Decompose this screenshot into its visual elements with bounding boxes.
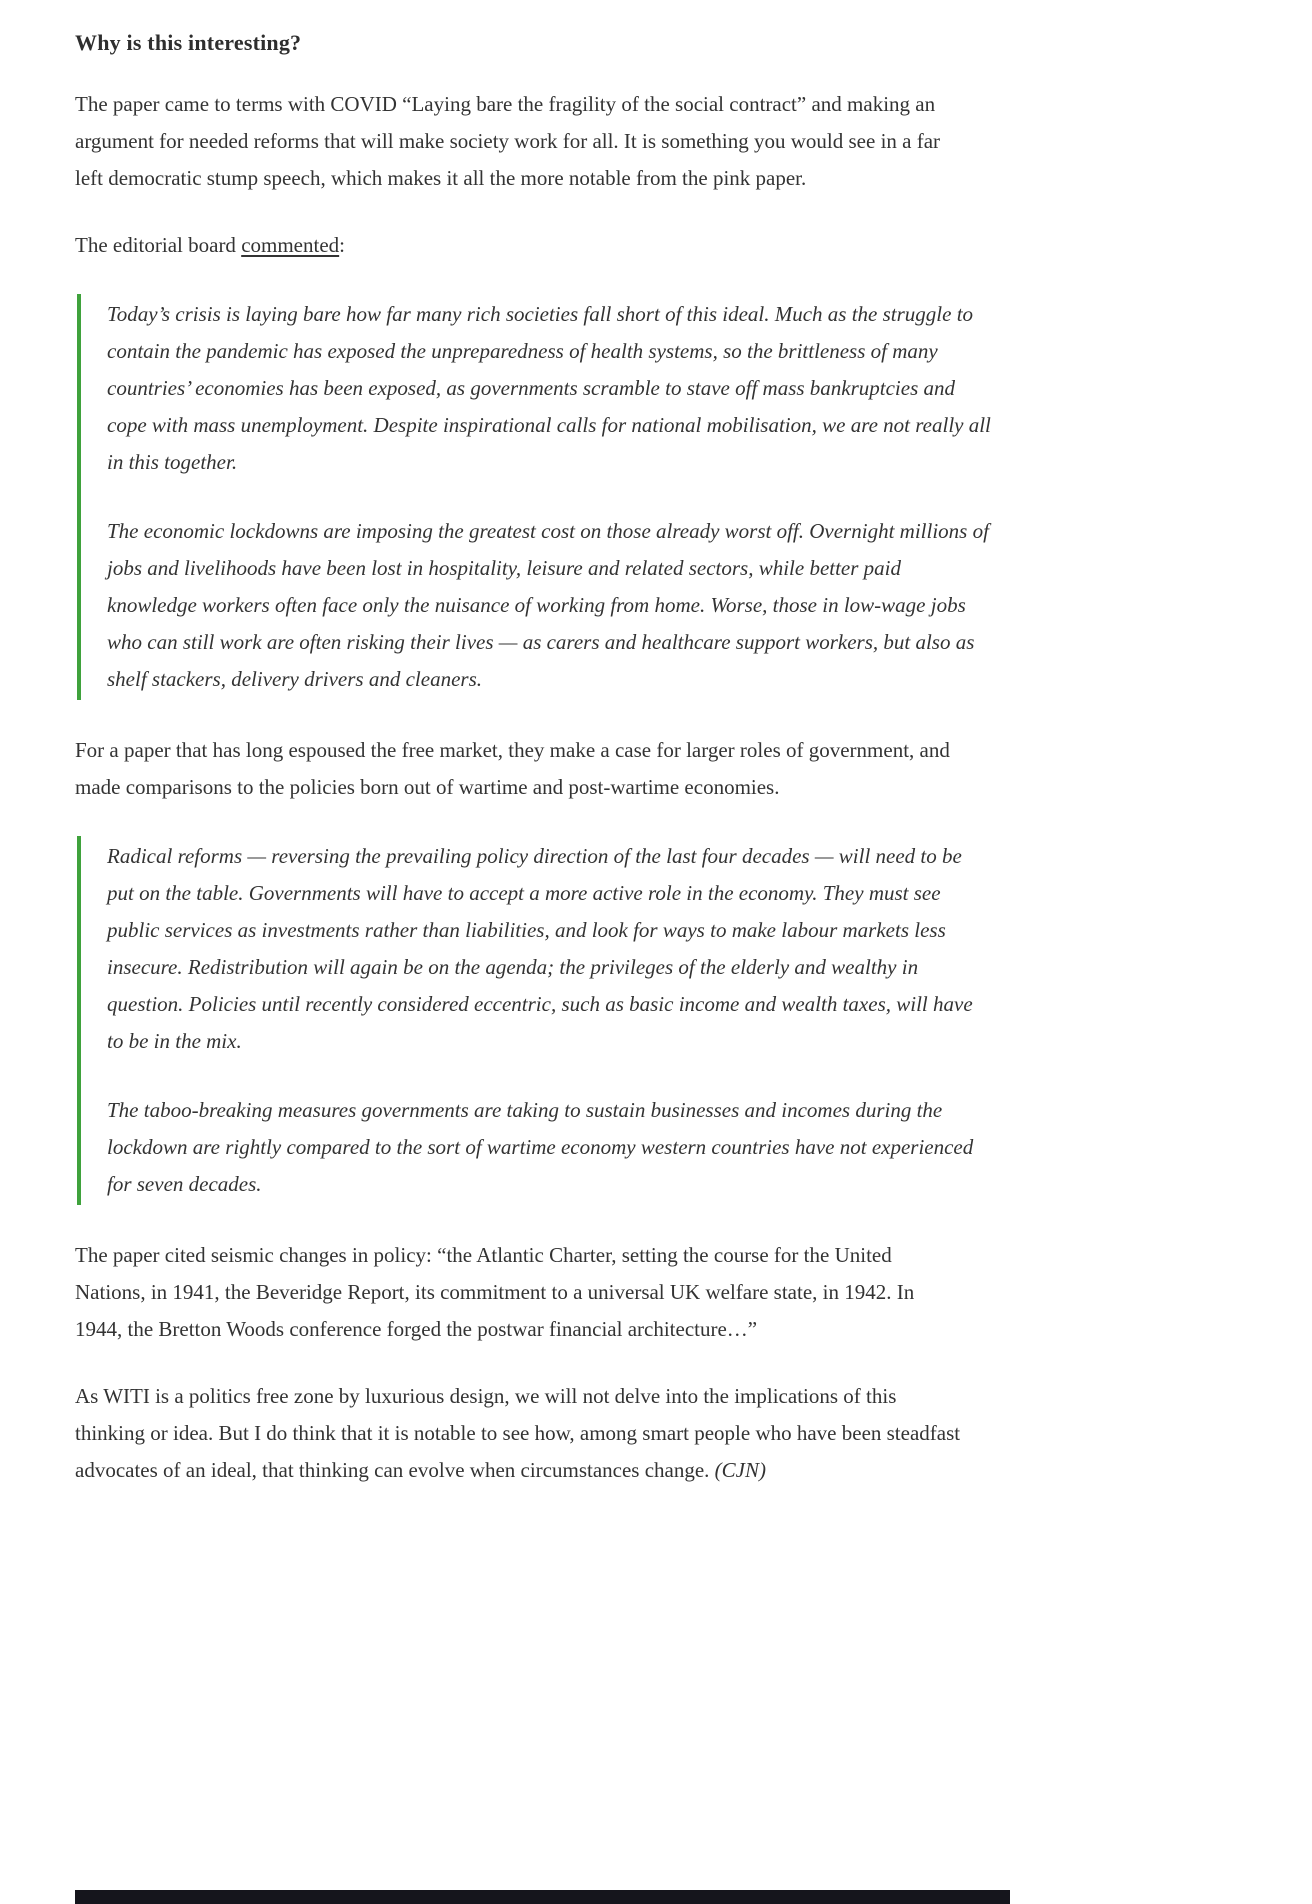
quote-paragraph: The economic lockdowns are imposing the greatest cost on those already worst off. Overnight millions of jobs and livelihoods have been lost in hospitality, leisure and related sectors, while better paid knowledge workers often face only the nuisance of working from home. Worse, those in low-wage jobs who can still work are often risking their lives — as carers and healthcare support workers, but also as shelf stackers, delivery drivers and cleaners. [107, 519, 989, 691]
section-heading: Why is this interesting? [75, 30, 302, 55]
quote-paragraph: Radical reforms — reversing the prevailing policy direction of the last four decades — will need to be put on the table. Governments will have to accept a more active role in the economy. They must see public services as investments rather than liabilities, and look for ways to make labour markets less insecure. Redistribution will again be on the agenda; the privileges of the elderly and wealthy in question. Policies until recently considered eccentric, such as basic income and wealth taxes, will have to be in the mix. [107, 844, 973, 1053]
quote-paragraph: Today’s crisis is laying bare how far many rich societies fall short of this ideal. Much as the struggle to contain the pandemic has exposed the unpreparedness of health systems, so the brittleness of many countries’ economies has been exposed, as governments scramble to stave off mass bankruptcies and cope with mass unemployment. Despite inspirational calls for national mobilisation, we are not really all in this together. [107, 302, 991, 474]
quote-paragraph: The taboo-breaking measures governments are taking to sustain businesses and incomes during the lockdown are rightly compared to the sort of wartime economy western countries have not experienced for seven decades. [107, 1098, 974, 1196]
footer-image-edge [75, 1890, 1010, 1904]
editorial-text-post: : [339, 233, 345, 257]
intro-paragraph: The paper came to terms with COVID “Laying bare the fragility of the social contract” and making an argument for needed reforms that will make society work for all. It is something you would see in a far left democratic stump speech, which makes it all the more notable from the pink paper. [75, 92, 941, 190]
author-initials: (CJN) [714, 1458, 766, 1482]
commented-link[interactable]: commented [241, 233, 340, 257]
editorial-quote-block [77, 294, 991, 700]
free-market-paragraph: For a paper that has long espoused the free market, they make a case for larger roles of government, and made comparisons to the policies born out of wartime and post-wartime economies. [75, 738, 950, 799]
editorial-text-pre: The editorial board [75, 233, 242, 257]
reforms-quote-block [77, 836, 974, 1205]
closing-text: As WITI is a politics free zone by luxurious design, we will not delve into the implications of this thinking or idea. But I do think that it is notable to see how, among smart people who have been steadfast advocates of an ideal, that thinking can evolve when circumstances change. [75, 1384, 961, 1482]
seismic-changes-paragraph: The paper cited seismic changes in policy: “the Atlantic Charter, setting the course for the United Nations, in 1941, the Beveridge Report, its commitment to a universal UK welfare state, in 1942. In 1944, the Bretton Woods conference forged the postwar financial architecture…” [75, 1243, 915, 1341]
editorial-paragraph [75, 227, 965, 264]
closing-paragraph [75, 1378, 965, 1489]
